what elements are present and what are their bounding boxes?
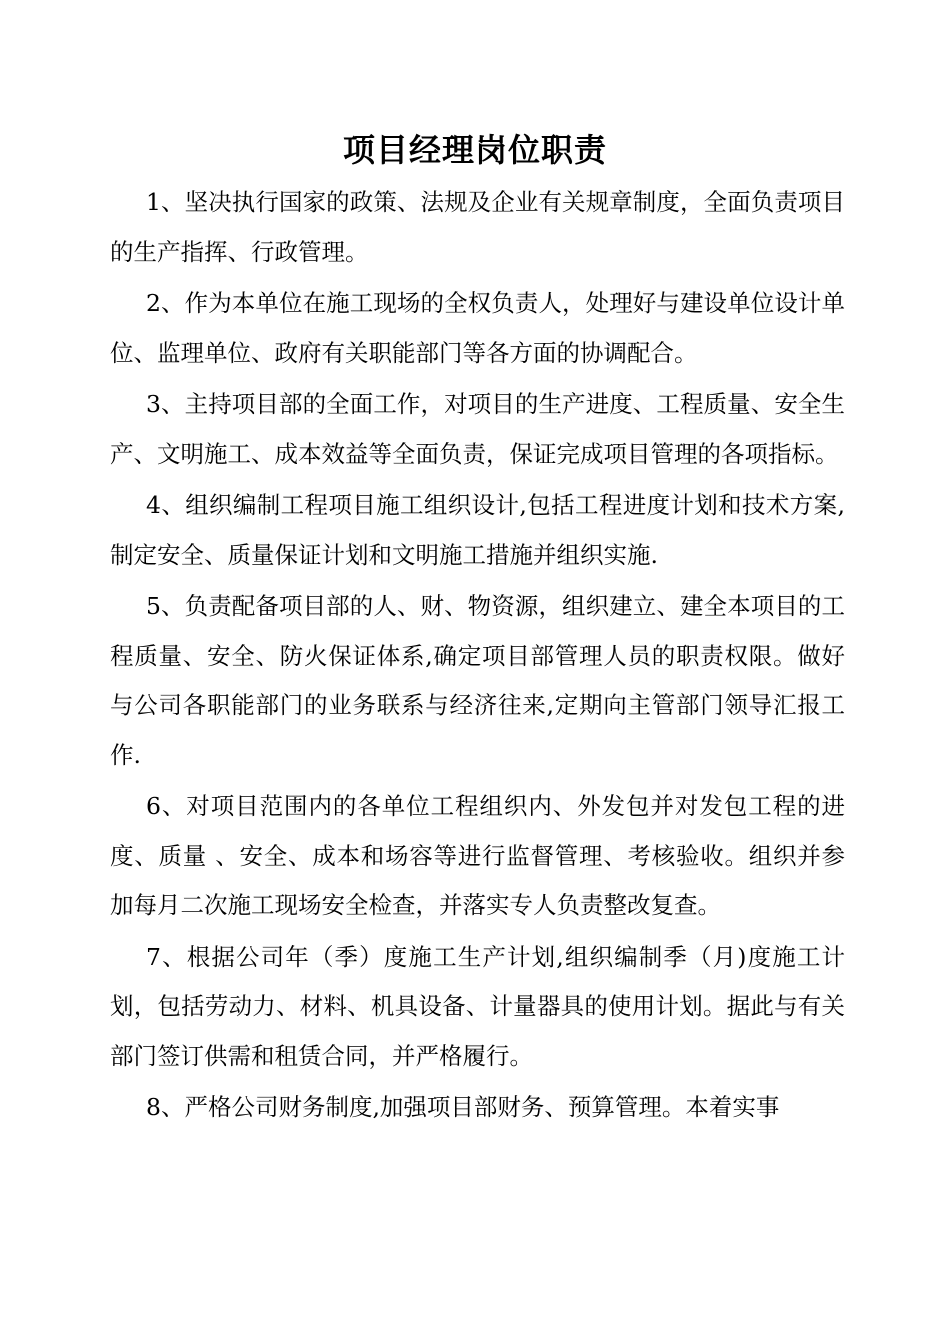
paragraph-5: 5、负责配备项目部的人、财、物资源，组织建立、建全本项目的工程质量、安全、防火保证体系,确定项目部管理人员的职责权限。做好与公司各职能部门的业务联系与经济往来,定期向主管部门领导汇报工作. <box>110 592 845 769</box>
document-body <box>110 178 845 1135</box>
paragraph-7: 7、根据公司年（季）度施工生产计划,组织编制季（月)度施工计划，包括劳动力、材料、机具设备、计量器具的使用计划。据此与有关部门签订供需和租赁合同，并严格履行。 <box>110 942 845 1070</box>
paragraph-2: 2、作为本单位在施工现场的全权负责人，处理好与建设单位设计单位、监理单位、政府有关职能部门等各方面的协调配合。 <box>110 289 845 367</box>
paragraph-6: 6、对项目范围内的各单位工程组织内、外发包并对发包工程的进度、质量 、安全、成本和场容等进行监督管理、考核验收。组织并参加每月二次施工现场安全检查，并落实专人负责整改复查。 <box>110 792 845 919</box>
paragraph-1: 1、坚决执行国家的政策、法规及企业有关规章制度，全面负责项目的生产指挥、行政管理。 <box>110 188 845 266</box>
paragraph-3: 3、主持项目部的全面工作，对项目的生产进度、工程质量、安全生产、文明施工、成本效益等全面负责，保证完成项目管理的各项指标。 <box>110 390 845 468</box>
document-title: 项目经理岗位职责 <box>342 131 607 169</box>
paragraph-4: 4、组织编制工程项目施工组织设计,包括工程进度计划和技术方案,制定安全、质量保证计划和文明施工措施并组织实施. <box>110 491 845 569</box>
paragraph-8: 8、严格公司财务制度,加强项目部财务、预算管理。本着实事 <box>146 1093 780 1121</box>
